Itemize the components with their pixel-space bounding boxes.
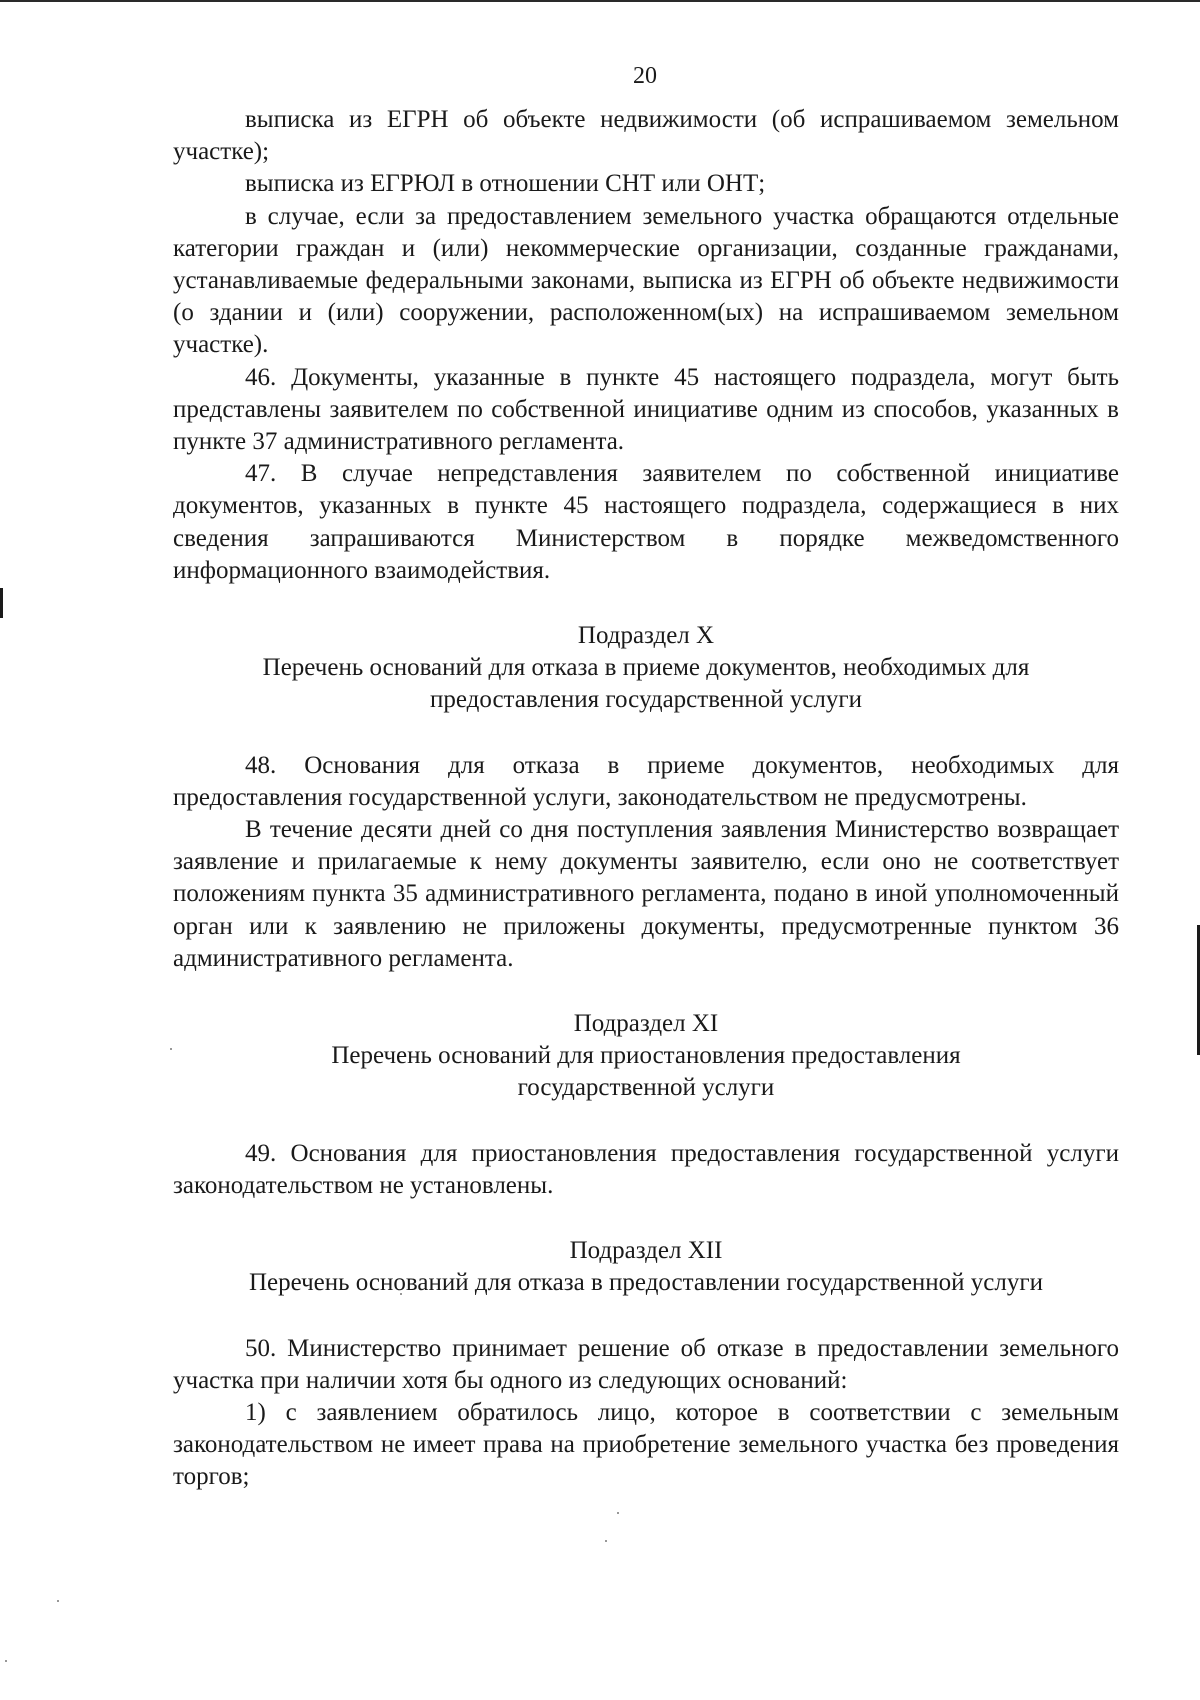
- section-xi-subtitle-line2: государственной услуги: [517, 1074, 775, 1102]
- paragraph: выписка из ЕГРН об объекте недвижимости (об испрашиваемом земельном участке);: [173, 106, 1119, 166]
- paragraph: выписка из ЕГРЮЛ в отношении СНТ или ОНТ;: [245, 170, 766, 198]
- section-x-subtitle-line2: предоставления государственной услуги: [429, 686, 863, 714]
- paragraph-item-48: 48. Основания для отказа в приеме документов, необходимых для предоставления государственной услуги, законодательством не предусмотрены.: [173, 751, 1119, 811]
- section-xii-subtitle: Перечень оснований для отказа в предоставлении государственной услуги: [248, 1269, 1044, 1297]
- scan-speck: [57, 1600, 59, 1602]
- scan-speck: [617, 1512, 619, 1514]
- section-xi-subtitle-line1: Перечень оснований для приостановления предоставления: [331, 1042, 961, 1070]
- section-x-subtitle-line1: Перечень оснований для отказа в приеме документов, необходимых для: [262, 654, 1030, 682]
- paragraph-item-47: 47. В случае непредставления заявителем по собственной инициативе документов, указанных в пункте 45 настоящего подраздела, содержащиеся в них сведения запрашиваются Министерством в порядке межведомственного информационного взаимодействия.: [173, 460, 1119, 584]
- paragraph-subitem-1: 1) с заявлением обратилось лицо, которое в соответствии с земельным законодательством не имеет права на приобретение земельного участка без проведения торгов;: [173, 1398, 1119, 1491]
- paragraph-item-46: 46. Документы, указанные в пункте 45 настоящего подраздела, могут быть представлены заявителем по собственной инициативе одним из способов, указанных в пункте 37 административного регламента.: [173, 363, 1119, 456]
- scan-speck: [5, 1660, 7, 1662]
- paragraph: в случае, если за предоставлением земельного участка обращаются отдельные категории граждан и (или) некоммерческие организации, созданные гражданами, устанавливаемые федеральными законами, выписка из ЕГРН об объекте недвижимости (о здании и (или) сооружении, расположенном(ых) на испрашиваемом земельном участке).: [173, 202, 1119, 359]
- scan-mark-left: [0, 588, 3, 618]
- section-xii-title: Подраздел XII: [569, 1237, 723, 1265]
- section-xi-title: Подраздел XI: [573, 1010, 719, 1038]
- page-number: 20: [633, 63, 657, 89]
- scan-speck: [170, 1048, 172, 1050]
- section-x-title: Подраздел X: [577, 622, 715, 650]
- paragraph: В течение десяти дней со дня поступления заявления Министерство возвращает заявление и прилагаемые к нему документы заявителю, если оно не соответствует положениям пункта 35 административного регламента, подано в иной уполномоченный орган или к заявлению не приложены документы, предусмотренные пунктом 36 административного регламента.: [173, 816, 1119, 972]
- paragraph-item-50: 50. Министерство принимает решение об отказе в предоставлении земельного участка при наличии хотя бы одного из следующих оснований:: [173, 1334, 1119, 1394]
- paragraph-item-49: 49. Основания для приостановления предоставления государственной услуги законодательством не установлены.: [173, 1139, 1119, 1199]
- scan-speck: [605, 1540, 607, 1542]
- scan-top-edge: [0, 0, 1200, 2]
- document-body: [173, 104, 1119, 1494]
